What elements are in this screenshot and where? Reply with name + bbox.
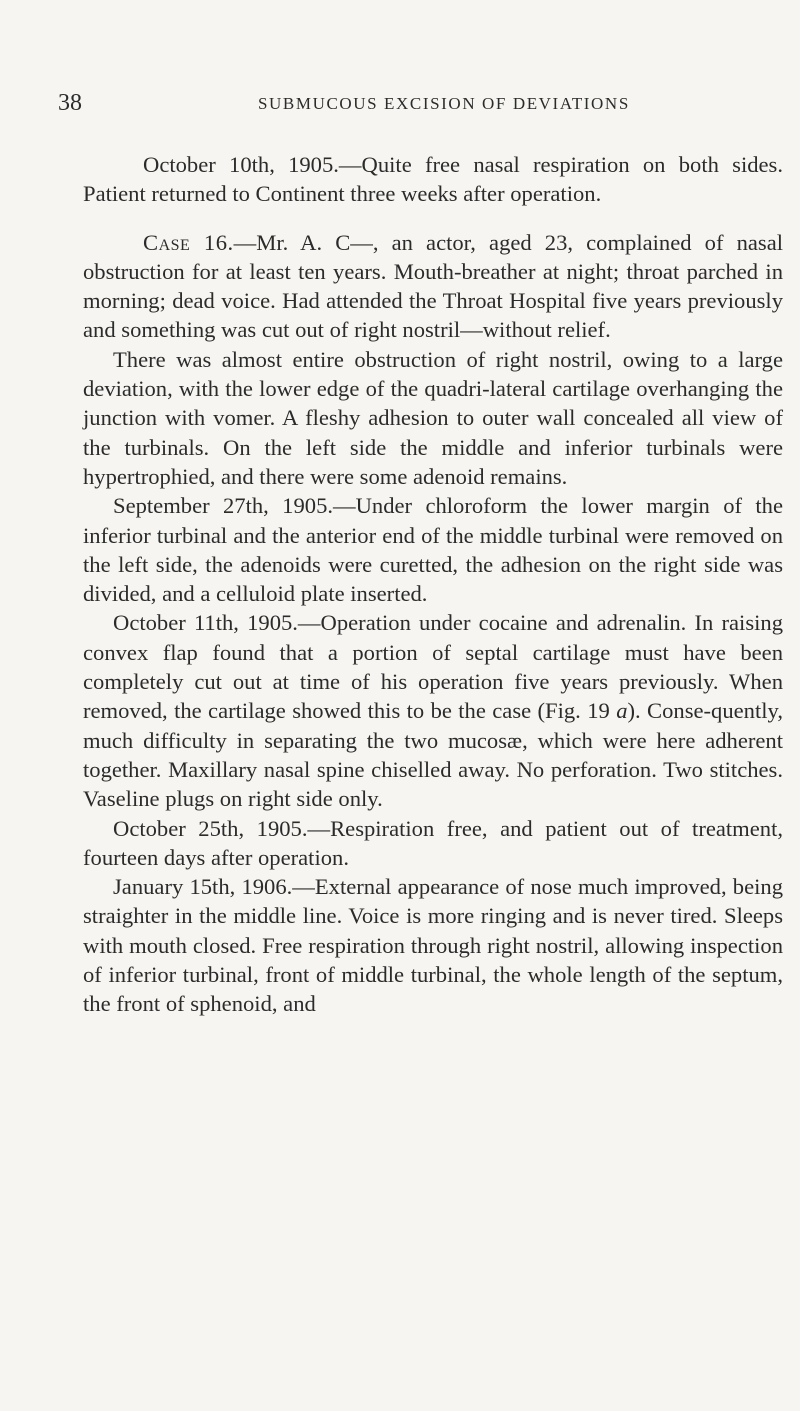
page-number: 38 [58, 90, 82, 116]
figure-ref-letter: a [616, 698, 628, 724]
paragraph-text: —Mr. A. C—, an actor, aged 23, complained of nasal obstruction for at least ten years. Mouth-breather at night; throat parched in morning; dead voice. Had attended the Throat Hospital five years previously and something was cut out of right nostril—without relief. [83, 229, 783, 343]
paragraph-text: There was almost entire obstruction of right nostril, owing to a large deviation, with the lower edge of the quadri-lateral cartilage overhanging the junction with vomer. A fleshy adhesion to outer wall concealed all view of the turbinals. On the left side the middle and inferior turbinals were hypertrophied, and there were some adenoid remains. [83, 346, 783, 489]
running-title: SUBMUCOUS EXCISION OF DEVIATIONS [258, 94, 630, 113]
page-header [58, 88, 758, 118]
paragraph-text: October 25th, 1905.—Respiration free, and patient out of treatment, fourteen days after operation. [83, 815, 783, 870]
body-text [83, 150, 783, 1019]
paragraph-october-11th [83, 608, 783, 813]
paragraph-text: October 10th, 1905.—Quite free nasal respiration on both sides. Patient returned to Continent three weeks after operation. [83, 152, 783, 207]
paragraph-text: September 27th, 1905.—Under chloroform the lower margin of the inferior turbinal and the anterior end of the middle turbinal were removed on the left side, the adenoids were curetted, the adhesion on the right side was divided, and a celluloid plate inserted. [83, 493, 783, 607]
paragraph-text: October 11th, 1905.—Operation under cocaine and adrenalin. In raising convex flap found that a portion of septal cartilage must have been completely cut out at time of his operation five years previously. When removed, the cartilage showed this to be the case (Fig. 19 [83, 610, 783, 724]
paragraph-text: January 15th, 1906.—External appearance of nose much improved, being straighter in the middle line. Voice is more ringing and is never tired. Sleeps with mouth closed. Free respiration through right nostril, allowing inspection of inferior turbinal, front of middle turbinal, the whole length of the septum, the front of sphenoid, and [83, 874, 783, 1017]
paragraph-text: ). Conse-quently, much difficulty in separating the two mucosæ, which were here adherent together. Maxillary nasal spine chiselled away. No perforation. Two stitches. Vaseline plugs on right side only. [83, 698, 783, 812]
paragraph-findings [83, 345, 783, 491]
paragraph-september-27th [83, 491, 783, 608]
paragraph-october-10th [83, 150, 783, 209]
paragraph-october-25th [83, 814, 783, 873]
case-label: Case 16. [143, 229, 234, 255]
paragraph-case-16 [83, 228, 783, 345]
paragraph-january-15th [83, 872, 783, 1018]
